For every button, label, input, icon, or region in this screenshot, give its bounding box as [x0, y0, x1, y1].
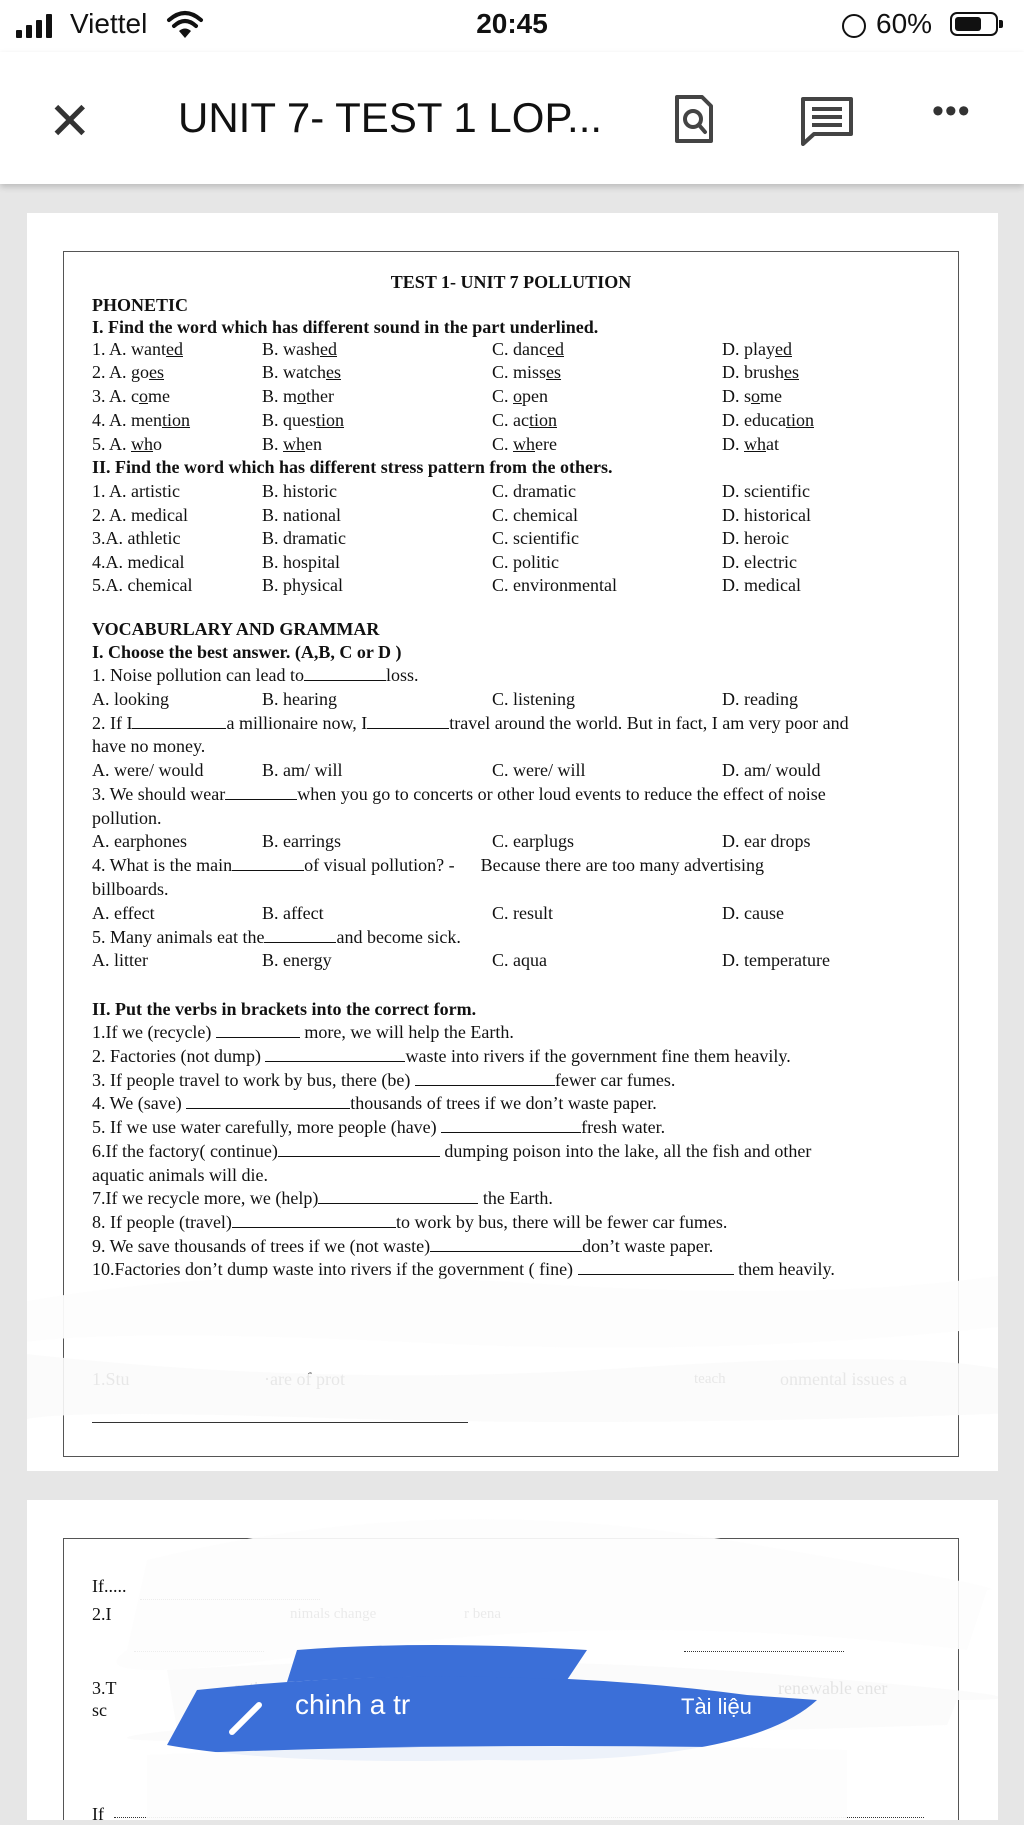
worksheet-frame: TEST 1- UNIT 7 POLLUTION PHONETIC I. Find the word which has different sound in the part underlined. 1. A. wanted B. washed C. danced D. played 2. A. goes B. watches C. misses D. brushes 3. A. come B. mother C. open D. some 4. A. mention B. question C. action D. education 5. A. who B. when C. where D. what II. Find the word which has different stress pattern from the others. 1. A. artistic B. historic C. dramatic D. scientific 2. A. medical B. national C. chemical D. historical 3.A. athletic B. dramatic C. scientific D. heroic 4.A. medical B. hospital C. politic D. electric 5.A. chemical B. physical C. environmental D. medical VOCABURLARY AND GRAMMAR I. Choose the best answer. (A,B, C or D ) 1. Noise pollution can lead to loss. A. looking B. hearing C. listening D. reading 2. If I a millionaire now, I travel around the world. But in fact, I am very poor and have no money. A. were/ would B. am/ will C. were/ will D. am/ would 3. We should wear when you go to concerts or other loud events to reduce the effect of noise pollution. A. earphones B. earrings C. earplugs D. ear drops 4. What is the main of visual pollution? - Because there are too many advertising billboards. A. effect B. affect C. result D. cause 5. Many animals eat the and become sick. A. litter B. energy C. aqua D. temperature II. Put the verbs in brackets into the correct form. 1.If we (recycle) more, we will help the Earth. 2. Factories (not dump) waste into rivers if the government fine them heavily. 3. If people travel to work by bus, there (be) fewer car fumes. 4. We (save) thousands of trees if we don’t waste paper. 5. If we use water carefully, more people (have) fresh water. 6.If the factory( continue) dumping poison into the lake, all the fish and other aquatic animals will die. 7.If we recycle more, we (help) the Earth. 8. If people (travel) to work by bus, there will be fewer car fumes. 9. We save thousands of trees if we (not waste) don’t waste paper. 10.Factories don’t dump waste into rivers if the government ( fine) them heavily. — [63, 251, 959, 1457]
question-text: 3. We should wear when you go to concerts or other loud events to reduce the effect of noise — [92, 784, 826, 804]
verb-item: 9. We save thousands of trees if we (not waste) don’t waste paper. — [92, 1236, 714, 1256]
close-icon[interactable]: ✕ — [48, 93, 92, 151]
find-in-document-icon[interactable] — [674, 94, 714, 144]
section-instruction: I. Choose the best answer. (A,B, C or D ) — [92, 642, 402, 662]
obscured-text: If..... — [92, 1576, 127, 1596]
banner-text: chinh a tr — [295, 1689, 411, 1720]
status-bar — [0, 0, 1024, 52]
obscured-text: If — [92, 1804, 104, 1824]
question-text: pollution. — [92, 808, 162, 828]
verb-item: 2. Factories (not dump) waste into rivers if the government fine them heavily. — [92, 1046, 791, 1066]
question-text: 1. Noise pollution can lead to loss. — [92, 665, 419, 685]
viewer-toolbar — [0, 52, 1024, 184]
verb-item: 1.If we (recycle) more, we will help the Earth. — [92, 1022, 514, 1042]
rotation-lock-icon — [842, 14, 866, 38]
clock: 20:45 — [476, 8, 548, 39]
section-instruction: II. Find the word which has different stress pattern from the others. — [92, 457, 613, 477]
section-instruction: II. Put the verbs in brackets into the correct form. — [92, 999, 477, 1019]
scribble-overlay — [27, 1500, 998, 1820]
more-options-icon[interactable]: ••• — [932, 92, 971, 130]
verb-item: 6.If the factory( continue) dumping poison into the lake, all the fish and other — [92, 1141, 812, 1161]
question-text: billboards. — [92, 879, 169, 899]
verb-item: 3. If people travel to work by bus, there (be) fewer car fumes. — [92, 1070, 676, 1090]
verb-item: 8. If people (travel) to work by bus, there will be fewer car fumes. — [92, 1212, 728, 1232]
scribble-overlay — [27, 213, 998, 1471]
battery-percent: 60% — [876, 8, 933, 39]
carrier-name: Viettel — [70, 8, 148, 39]
question-text: 2. If I a millionaire now, I travel around the world. But in fact, I am very poor and — [92, 713, 849, 733]
battery-icon — [950, 12, 998, 36]
document-title: UNIT 7- TEST 1 LOP... — [178, 94, 603, 141]
obscured-text: sc — [92, 1700, 107, 1720]
verb-item: 10.Factories don’t dump waste into rivers if the government ( fine) them heavily. — [92, 1259, 835, 1279]
obscured-text: 3.T — [92, 1678, 117, 1698]
verb-item: 5. If we use water carefully, more people (have) fresh water. — [92, 1117, 666, 1137]
verb-item: 4. We (save) thousands of trees if we don’t waste paper. — [92, 1093, 657, 1113]
banner-text: Tài liệu — [681, 1694, 752, 1719]
obscured-text: 2.I — [92, 1604, 112, 1624]
question-text: have no money. — [92, 736, 206, 756]
document-page-1 — [27, 213, 998, 1471]
section-heading: VOCABURLARY AND GRAMMAR — [92, 619, 380, 639]
verb-item: aquatic animals will die. — [92, 1165, 268, 1185]
question-text: 5. Many animals eat the and become sick. — [92, 927, 461, 947]
worksheet-title: TEST 1- UNIT 7 POLLUTION — [390, 272, 632, 292]
question-text: 4. What is the main of visual pollution? - Because there are too many advertising — [92, 855, 765, 875]
document-page-2 — [27, 1500, 998, 1824]
section-instruction: I. Find the word which has different sound in the part underlined. — [92, 317, 599, 337]
verb-item: 7.If we recycle more, we (help) the Earth. — [92, 1188, 553, 1208]
section-heading: PHONETIC — [92, 295, 189, 315]
comment-icon[interactable] — [800, 96, 854, 146]
